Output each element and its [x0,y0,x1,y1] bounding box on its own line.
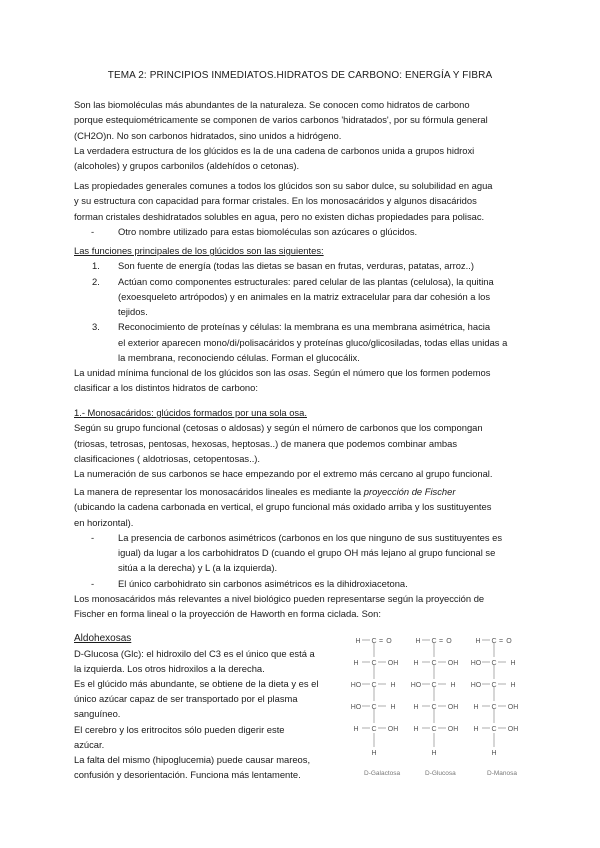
atom-label: C [431,660,437,667]
atom-label: H [353,726,359,733]
aldohexoses-section [74,631,344,782]
text-line: confusión y desorientación. Funciona más lentamente. [74,768,301,780]
atom-label: C [491,638,497,645]
list-item-text: Otro nombre utilizado para estas biomoléculas son azúcares o glúcidos. [118,225,418,237]
list-item [74,319,526,365]
atom-label: HO [410,682,422,689]
text-line: azúcar. [74,738,105,750]
text-line: sanguíneo. [74,708,121,720]
atom-label: OH [447,726,459,733]
bullet-marker: - [91,577,95,589]
text-line: (alcoholes) y grupos carbonilos (aldehídos o cetonas). [74,160,300,172]
bond-label: = [378,638,384,645]
atom-label: C [431,638,437,645]
atom-label: O [446,638,452,645]
atom-label: C [431,704,437,711]
text-line: Son las biomoléculas más abundantes de la naturaleza. Se conocen como hidratos de carbono [74,99,470,110]
section-heading: 1.- Monosacáridos: glúcidos formados por una sola osa. [74,407,307,418]
list-item [74,576,526,591]
atom-label: H [510,682,516,689]
atom-label: H [491,750,497,757]
atom-label: HO [350,682,362,689]
atom-label: H [473,726,479,733]
list-item [74,274,526,320]
bond-label: = [498,638,504,645]
text-span: La manera de representar los monosacáridos lineales es mediante la [74,486,364,497]
text-line: la izquierda. Los otros hidroxilos a la derecha. [74,663,265,675]
text-line: clasificaciones ( aldotriosas, cetopentosas..). [74,452,261,464]
atom-label: H [475,638,481,645]
atom-label: C [371,660,377,667]
list-item [74,224,526,239]
atom-label: OH [447,704,459,711]
list-item-text: Reconocimiento de proteínas y células: la membrana es una membrana asimétrica, hacia [118,321,491,333]
text-line: La numeración de sus carbonos se hace empezando por el extremo más cercano al grupo funcional. [74,468,493,480]
atom-label: H [413,660,419,667]
atom-label: H [371,750,377,757]
atom-label: O [386,638,392,645]
text-line: único azúcar capaz de ser transportado por el plasma [74,693,298,705]
text-line: El cerebro y los eritrocitos sólo pueden digerir este [74,723,285,735]
text-line: y su estructura con capacidad para formar cristales. En los monosacáridos y algunos disacáridos [74,195,477,207]
text-line: Según su grupo funcional (cetosas o aldosas) y según el número de carbonos que los compongan [74,422,483,434]
caption-glucose: D-Glucosa [425,770,456,777]
text-line: (triosas, tetrosas, pentosas, hexosas, heptosas..) de manera que podemos combinar ambas [74,437,458,449]
monosaccharides-section [74,405,526,481]
bullet-marker: - [91,531,95,543]
text-line: clasificar a los distintos hidratos de carbono: [74,382,258,394]
atom-label: HO [470,660,482,667]
caption-galactose: D-Galactosa [364,770,401,777]
functions-section [74,243,526,365]
text-line: (ubicando la cadena carbonada en vertical, el grupo funcional más oxidado arriba y los sustituyentes [74,501,492,513]
emphasis: osas [288,367,309,378]
text-line: D-Glucosa (Glc): el hidroxilo del C3 es el único que está a [74,648,315,660]
list-number: 1. [92,260,100,272]
atom-label: C [491,660,497,667]
atom-label: H [510,660,516,667]
atom-label: C [491,726,497,733]
atom-label: C [491,682,497,689]
list-item-text: igual) da lugar a los carbohidratos D (cuando el grupo OH más lejano al grupo funcional se [118,547,496,559]
intro-paragraph [74,97,526,173]
list-item [74,530,526,576]
atom-label: H [431,750,437,757]
list-item-text: tejidos. [118,306,148,318]
atom-label: H [415,638,421,645]
bond-label: = [438,638,444,645]
atom-label: OH [507,726,519,733]
section-heading: Aldohexosas [74,633,132,644]
atom-label: OH [387,726,399,733]
section-heading: Las funciones principales de los glúcidos son las siguientes: [74,245,324,256]
text-line: Los monosacáridos más relevantes a nivel biológico pueden representarse según la proyección de [74,593,485,604]
list-number: 3. [92,321,100,333]
text-line: La verdadera estructura de los glúcidos es la de una cadena de carbonos unida a grupos hidroxi [74,144,475,156]
atom-label: C [371,682,377,689]
atom-label: C [371,704,377,711]
list-item-text: sitúa a la derecha) y L (a la izquierda). [118,562,278,574]
atom-label: H [450,682,456,689]
list-item-text: el exterior aparecen mono/di/polisacáridos y proteínas gluco/glicosiladas, todas ellas unidas a [118,336,508,348]
fischer-projections-figure [352,632,532,762]
text-line: La falta del mismo (hipoglucemia) puede causar mareos, [74,753,311,765]
text-line: porque estequiométricamente se componen de varios carbonos 'hidratados', por su fórmula general [74,114,488,126]
text-span: La unidad mínima funcional de los glúcidos son las [74,367,289,378]
atom-label: C [371,638,377,645]
properties-paragraph [74,178,526,239]
atom-label: OH [387,660,399,667]
text-span: . Según el número que los formen podemos [308,367,491,378]
list-item-text: la membrana, reconociendo células. Forman el glucocálix. [118,352,360,364]
text-line: (CH2O)n. No son carbonos hidratados, sino unidos a hidrógeno. [74,129,342,141]
caption-mannose: D-Manosa [487,770,517,777]
atom-label: H [353,660,359,667]
list-item-text: La presencia de carbonos asimétricos (carbonos en los que ninguno de sus sustituyentes es [118,531,503,543]
page-title: TEMA 2: PRINCIPIOS INMEDIATOS.HIDRATOS DE CARBONO: ENERGÍA Y FIBRA [107,70,493,81]
text-line [74,365,526,380]
relevant-paragraph [74,591,526,622]
text-line [74,484,526,499]
atom-label: C [431,682,437,689]
emphasis: proyección de Fischer [363,486,456,497]
atom-label: H [413,704,419,711]
list-item [74,258,526,273]
atom-label: H [473,704,479,711]
unit-paragraph [74,365,526,396]
list-item-text: El único carbohidrato sin carbonos asimétricos es la dihidroxiacetona. [118,577,408,589]
atom-label: HO [470,682,482,689]
text-line: Es el glúcido más abundante, se obtiene de la dieta y es el [74,678,319,690]
text-line: Las propiedades generales comunes a todos los glúcidos son su sabor dulce, su solubilidad en agua [74,180,493,191]
atom-label: OH [507,704,519,711]
text-line: forman cristales deshidratados solubles en agua, pero no existen dichas propiedades para polisac. [74,210,485,222]
atom-label: H [355,638,361,645]
atom-label: C [491,704,497,711]
text-line: en horizontal). [74,516,134,528]
atom-label: O [506,638,512,645]
list-item-text: (exoesqueleto artrópodos) y en animales en la matriz extracelular para dar cohesión a los [118,290,491,302]
atom-label: H [413,726,419,733]
atom-label: C [371,726,377,733]
atom-label: C [431,726,437,733]
list-item-text: Son fuente de energía (todas las dietas se basan en frutas, verduras, patatas, arroz..) [118,260,474,272]
list-item-text: Actúan como componentes estructurales: pared celular de las plantas (celulosa), la quitina [118,275,494,287]
atom-label: OH [447,660,459,667]
list-number: 2. [92,275,100,287]
atom-label: HO [350,704,362,711]
atom-label: H [390,704,396,711]
representation-section [74,484,526,591]
atom-label: H [390,682,396,689]
bullet-marker: - [91,225,95,237]
text-line: Fischer en forma lineal o la proyección de Haworth en forma ciclada. Son: [74,608,381,620]
